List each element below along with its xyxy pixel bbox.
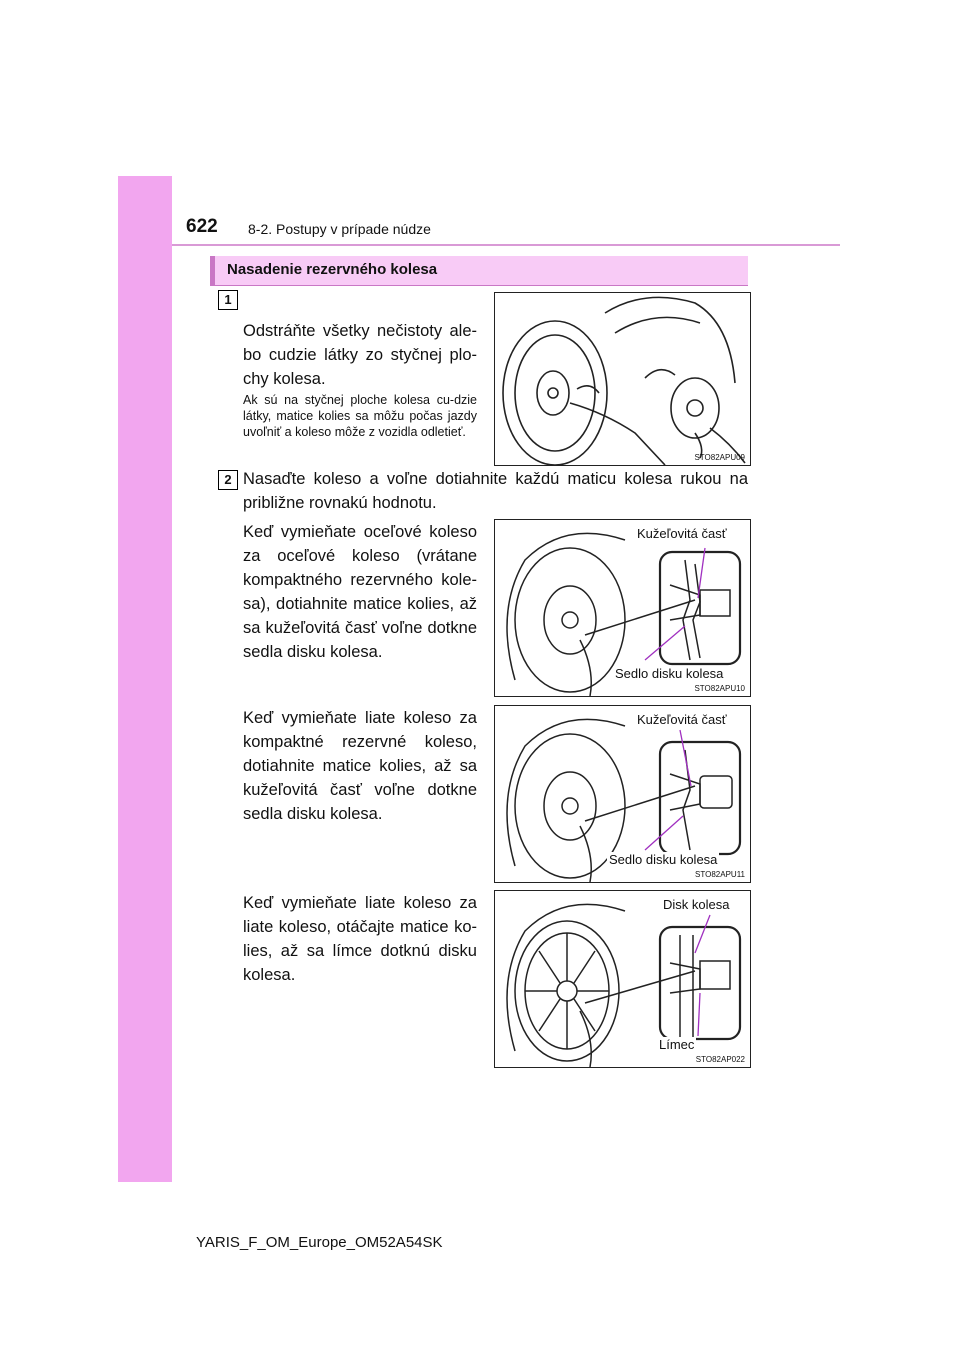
figure-code: STO82APU10 [694,684,745,693]
label-seat: Sedlo disku kolesa [609,852,718,867]
section-heading [210,256,748,285]
page-number: 622 [186,216,218,237]
figure-clean-hub [494,292,751,466]
section-rule [210,285,748,286]
figure-code: STO82AP022 [695,1055,745,1064]
figure-code: STO82APU09 [694,453,745,462]
case-steel-text: Keď vymieňate oceľové koleso za oceľové koleso (vrátane kompaktného rezervného kole-sa), dotiahnite matice kolies, až sa kužeľovitá časť voľne dotkne sedla disku kolesa. [243,523,477,661]
figure-code: STO82APU11 [695,870,745,879]
case-alloy-alloy-text: Keď vymieňate liate koleso za liate koleso, otáčajte matice ko-lies, až sa límce dotknú disku kolesa. [243,894,477,984]
side-tab-band [118,176,172,1182]
figure-alloy-alloy [494,890,751,1068]
label-collar: Límec [659,1037,695,1052]
step-2-text: Nasaďte koleso a voľne dotiahnite každú maticu kolesa rukou na približne rovnakú hodnotu. [243,470,748,512]
figure-alloy-compact [494,705,751,883]
figure-steel-wheel [494,519,751,697]
chapter-title: 8-2. Postupy v prípade núdze [248,221,431,237]
label-disc: Disk kolesa [663,897,730,912]
step-1-number: 1 [218,290,238,310]
case-alloy-compact-text: Keď vymieňate liate koleso za kompaktné rezervné koleso, dotiahnite matice kolies, až sa kužeľovitá časť voľne dotkne sedla disku kolesa. [243,709,477,823]
label-taper: Kužeľovitá časť [637,526,727,541]
label-taper: Kužeľovitá časť [637,712,727,727]
header-rule [172,244,840,246]
section-title: Nasadenie rezervného kolesa [227,261,438,278]
step-1-text: Odstráňte všetky nečistoty ale-bo cudzie látky zo styčnej plo-chy kolesa. [243,322,477,388]
wheel-cleaning-illustration [495,293,750,465]
step-1-note: Ak sú na styčnej ploche kolesa cu-dzie látky, matice kolies sa môžu počas jazdy uvoľniť a koleso môže z vozidla odletieť. [243,393,477,439]
document-id: YARIS_F_OM_Europe_OM52A54SK [196,1234,443,1251]
alloy-wheel-illustration [495,891,750,1067]
label-seat: Sedlo disku kolesa [615,666,724,681]
step-2-number: 2 [218,470,238,490]
